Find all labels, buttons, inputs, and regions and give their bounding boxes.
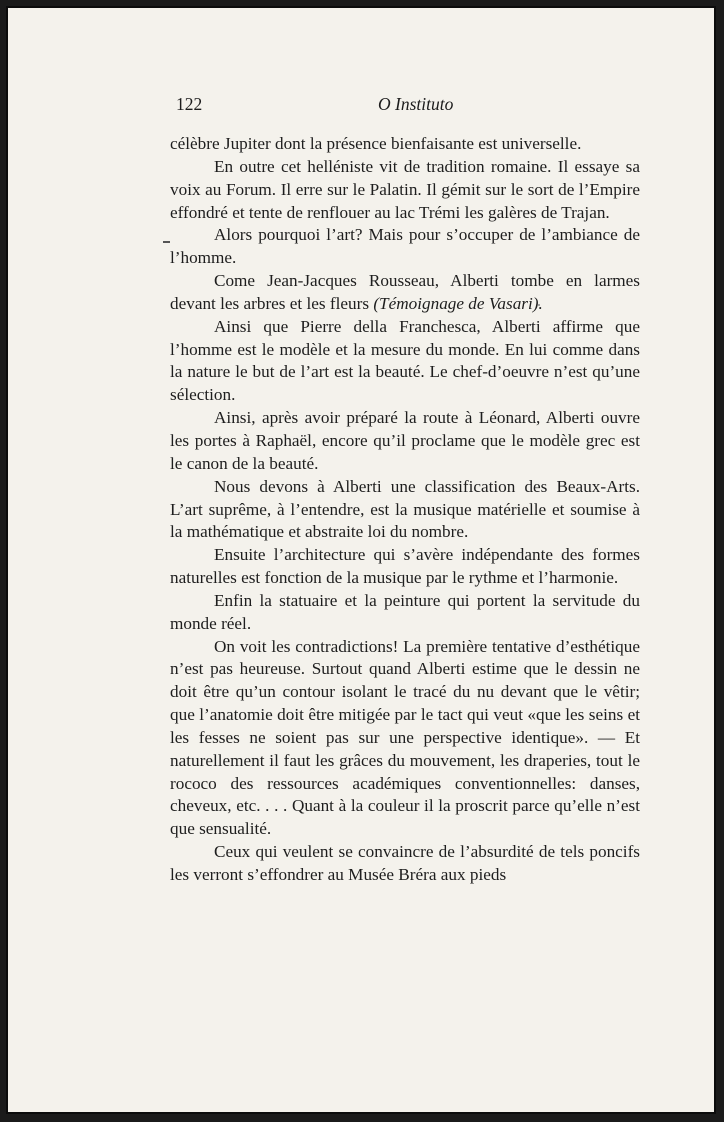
paragraph-rousseau <box>170 270 640 316</box>
running-head <box>176 94 648 118</box>
paragraph-poncifs: Ceux qui veulent se convaincre de l’absurdité de tels poncifs les verront s’effondrer au Musée Bréra aux pieds <box>170 842 640 884</box>
running-title: O Instituto <box>378 94 454 114</box>
paragraph-architecture: Ensuite l’architecture qui s’avère indépendante des formes naturelles est fonction de la musique par le rythme et l’harmonie. <box>170 545 640 588</box>
vasari-citation: (Témoignage de Vasari). <box>373 293 543 313</box>
margin-mark <box>163 241 170 243</box>
paragraph-pourquoi-art: Alors pourquoi l’art? Mais pour s’occuper de l’ambiance de l’homme. <box>170 225 640 268</box>
paragraph-franchesca: Ainsi que Pierre della Franchesca, Alberti affirme que l’homme est le modèle et la mesure du monde. En lui comme dans la nature le but de l’art est la beauté. Le chef-d’oeuvre n’est qu’une sélection. <box>170 316 640 405</box>
paragraph-jupiter: célèbre Jupiter dont la présence bienfaisante est universelle. <box>170 134 582 153</box>
paragraph-contradictions: On voit les contradictions! La première tentative d’esthétique n’est pas heureuse. Surtout quand Alberti estime que le dessin ne doit être qu’un contour isolant le tracé du nu devant que le vêtir; que l’anatomie doit être mitigée par le tact qui veut «que les seins et les fesses ne soient pas sur une perspective identique». — Et naturellement il faut les grâces du mouvement, les draperies, tout le rococo des ressources académiques conventionnelles: danses, cheveux, etc. . . . Quant à la couleur il la proscrit parce qu’elle n’est que sensualité. <box>170 636 640 839</box>
paragraph-statuaire: Enfin la statuaire et la peinture qui portent la servitude du monde réel. <box>170 590 640 633</box>
page-number: 122 <box>176 94 203 114</box>
body-text <box>170 133 640 887</box>
paragraph-classification: Nous devons à Alberti une classification des Beaux-Arts. L’art suprême, à l’entendre, est la musique matérielle et soumise à la mathématique et abstraite loi du nombre. <box>170 476 640 542</box>
paragraph-leonard: Ainsi, après avoir préparé la route à Léonard, Alberti ouvre les portes à Raphaël, encore qu’il proclame que le modèle grec est le canon de la beauté. <box>170 408 640 473</box>
rousseau-text: Come Jean-Jacques Rousseau, Alberti tombe en larmes devant les arbres et les fleurs <box>170 271 640 313</box>
paragraph-helleniste: En outre cet helléniste vit de tradition romaine. Il essaye sa voix au Forum. Il erre sur le Palatin. Il gémit sur le sort de l’Empire effondré et tente de renflouer au lac Trémi les galères de Trajan. <box>170 156 640 222</box>
